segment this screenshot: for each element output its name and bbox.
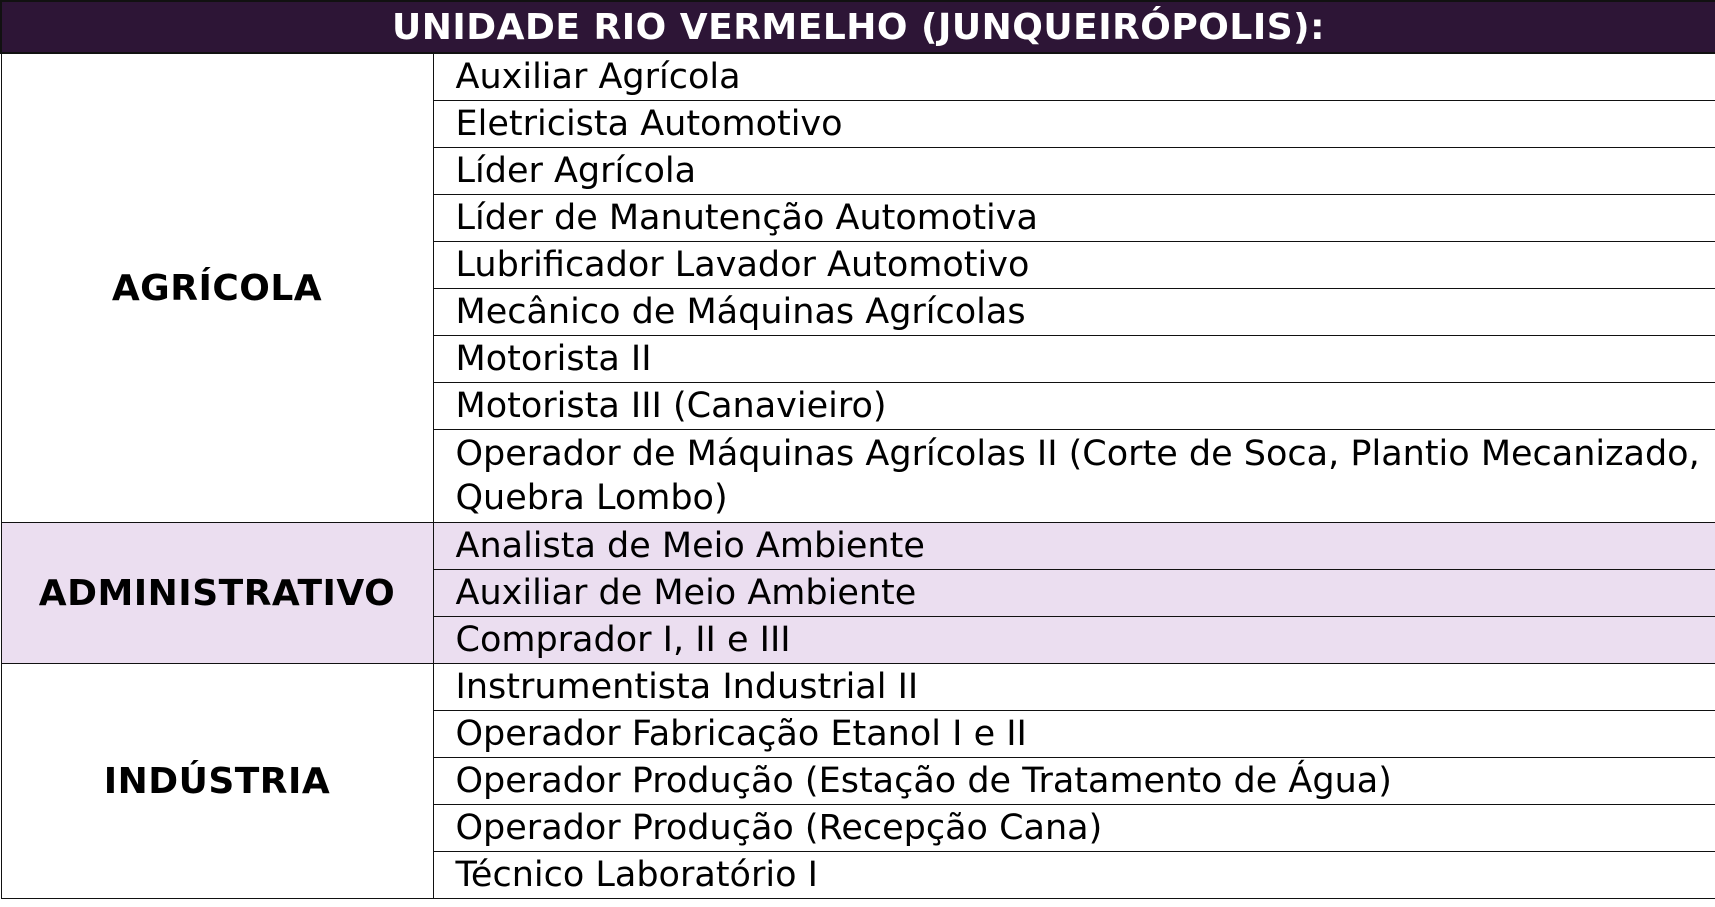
category-industria: INDÚSTRIA [1,664,433,899]
role-cell: Operador de Máquinas Agrícolas II (Corte de Soca, Plantio Mecanizado, Quebra Lombo) [433,430,1715,523]
role-cell: Líder de Manutenção Automotiva [433,195,1715,242]
role-cell: Operador Fabricação Etanol I e II [433,711,1715,758]
role-cell: Motorista II [433,336,1715,383]
role-cell: Lubrificador Lavador Automotivo [433,242,1715,289]
category-administrativo: ADMINISTRATIVO [1,523,433,664]
role-cell: Eletricista Automotivo [433,101,1715,148]
category-agricola: AGRÍCOLA [1,53,433,523]
role-cell: Analista de Meio Ambiente [433,523,1715,570]
table-title: UNIDADE RIO VERMELHO (JUNQUEIRÓPOLIS): [1,1,1715,53]
table-row [1,523,1715,570]
role-cell: Auxiliar de Meio Ambiente [433,570,1715,617]
role-cell: Auxiliar Agrícola [433,53,1715,101]
role-cell: Operador Produção (Estação de Tratamento de Água) [433,758,1715,805]
table-row [1,53,1715,101]
role-cell: Mecânico de Máquinas Agrícolas [433,289,1715,336]
role-cell: Motorista III (Canavieiro) [433,383,1715,430]
role-cell: Comprador I, II e III [433,617,1715,664]
role-cell: Técnico Laboratório I [433,852,1715,899]
table-row [1,664,1715,711]
role-cell: Líder Agrícola [433,148,1715,195]
role-cell: Operador Produção (Recepção Cana) [433,805,1715,852]
role-cell: Instrumentista Industrial II [433,664,1715,711]
title-row [1,1,1715,53]
